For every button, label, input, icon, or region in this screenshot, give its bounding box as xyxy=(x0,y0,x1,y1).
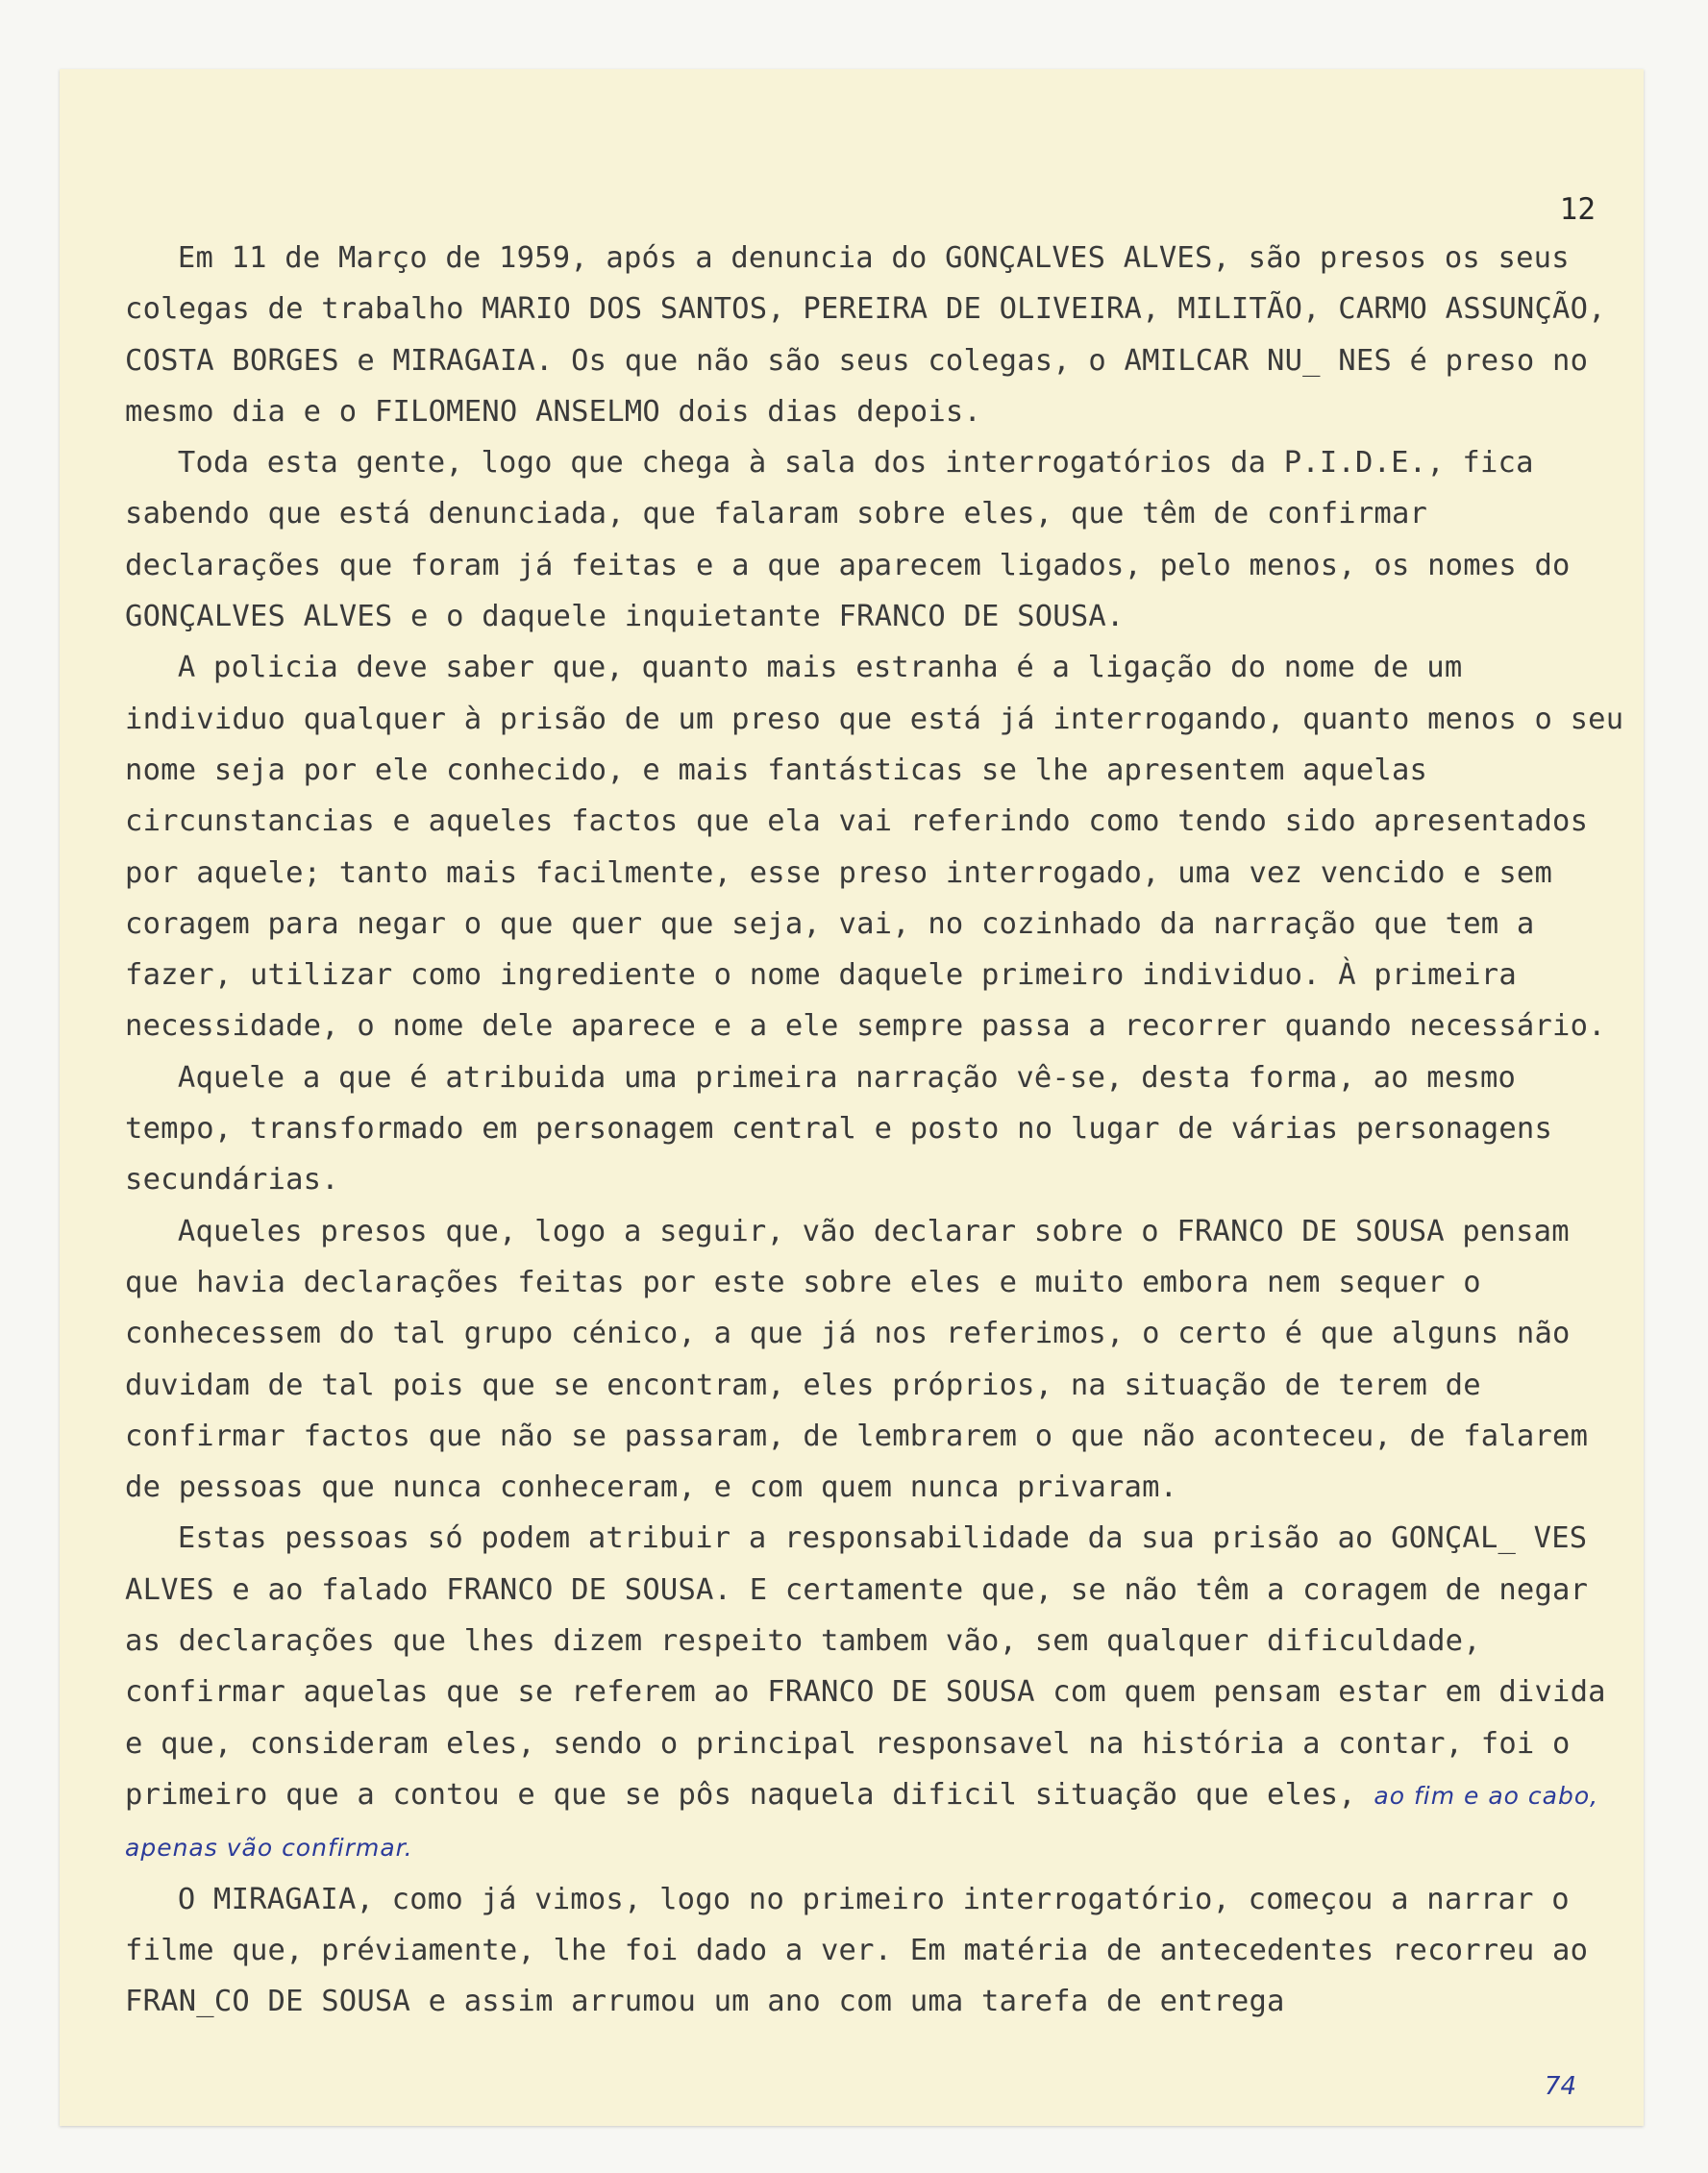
paragraph: Aquele a que é atribuida uma primeira narração vê-se, desta forma, ao mesmo tempo, transformado em personagem central e posto no lugar de várias personagens secundárias. xyxy=(125,1060,1571,1198)
handwritten-folio-number: 74 xyxy=(1544,2072,1576,2101)
paragraph: Em 11 de Março de 1959, após a denuncia do GONÇALVES ALVES, são presos os seus colegas de trabalho MARIO DOS SANTOS, PEREIRA DE OLIVEIRA, MILITÃO, CARMO ASSUNÇÃO, COSTA BORGES e MIRAGAIA. Os que não são seus colegas, o AMILCAR NU_ NES é preso no mesmo dia e o FILOMENO ANSELMO dois dias depois. xyxy=(125,241,1624,429)
paragraph: O MIRAGAIA, como já vimos, logo no primeiro interrogatório, começou a narrar o filme que, préviamente, lhe foi dado a ver. Em matéria de antecedentes recorreu ao FRAN_CO DE SOUSA e assim arrumou um ano com uma tarefa de entrega xyxy=(125,1882,1606,2019)
paragraph: Toda esta gente, logo que chega à sala dos interrogatórios da P.I.D.E., fica sabendo que está denunciada, que falaram sobre eles, que têm de confirmar declarações que foram já feitas e a que aparecem ligados, pelo menos, os nomes do GONÇALVES ALVES e o daquele inquietante FRANCO DE SOUSA. xyxy=(125,446,1589,634)
paragraph: A policia deve saber que, quanto mais estranha é a ligação do nome de um individuo qualquer à prisão de um preso que está já interrogando, quanto menos o seu nome seja por ele conhecido, e mais fantásticas se lhe apresentem aquelas circunstancias e aqueles factos que ela vai referindo como tendo sido apresentados por aquele; tanto mais facilmente, esse preso interrogado, uma vez vencido e sem coragem para negar o que quer que seja, vai, no cozinhado da narração que tem a fazer, utilizar como ingrediente o nome daquele primeiro individuo. À primeira necessidade, o nome dele aparece e a ele sempre passa a recorrer quando necessário. xyxy=(125,651,1642,1044)
paragraph-typed-text: Estas pessoas só podem atribuir a responsabilidade da sua prisão ao GONÇAL_ VES ALVES e ao falado FRANCO DE SOUSA. E certamente que, se não têm a coragem de negar as declarações que lhes dizem respeito tambem vão, sem qualquer dificuldade, confirmar aquelas que se referem ao FRANCO DE SOUSA com quem pensam estar em divida e que, consideram eles, sendo o principal responsavel na história a contar, foi o primeiro que a contou e que se pôs naquela dificil situação que eles, xyxy=(125,1521,1624,1812)
document-body xyxy=(125,233,1642,2027)
document-page xyxy=(60,69,1644,2126)
paragraph: Aqueles presos que, logo a seguir, vão declarar sobre o FRANCO DE SOUSA pensam que havia declarações feitas por este sobre eles e muito embora nem sequer o conhecessem do tal grupo cénico, a que já nos referimos, o certo é que alguns não duvidam de tal pois que se encontram, eles próprios, na situação de terem de confirmar factos que não se passaram, de lembrarem o que não aconteceu, de falarem de pessoas que nunca conheceram, e com quem nunca privaram. xyxy=(125,1214,1606,1505)
handwritten-annotation: ao fim e ao cabo, apenas vão confirmar. xyxy=(125,1781,1608,1863)
paragraph-with-handwritten-ending xyxy=(125,1513,1639,1873)
page-number: 12 xyxy=(1559,192,1596,227)
